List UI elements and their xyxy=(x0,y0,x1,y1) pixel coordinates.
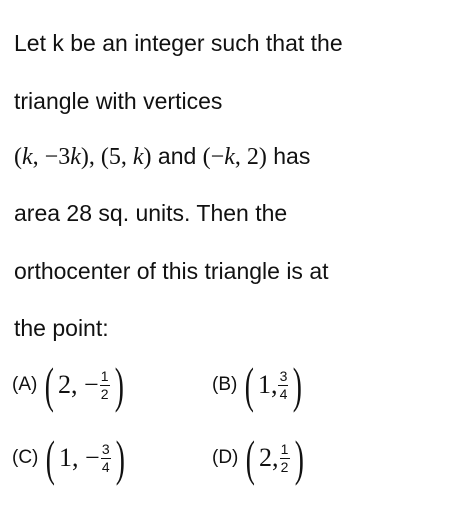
option-c-close-paren: ) xyxy=(115,430,125,486)
option-c-open-paren: ( xyxy=(46,430,56,486)
option-b-label: (B) xyxy=(212,374,238,395)
option-c-label: (C) xyxy=(12,447,39,468)
option-c[interactable] xyxy=(12,430,128,486)
option-b-lead: 1, xyxy=(257,370,278,399)
option-c-fraction: $\frac{3}{4}$ xyxy=(101,440,110,475)
question-line-6: the point: xyxy=(14,315,109,341)
option-d-fraction: $\frac{1}{2}$ xyxy=(280,440,289,475)
question-line-5: orthocenter of this triangle is at xyxy=(14,258,329,284)
option-a-lead: 2, − xyxy=(57,370,99,399)
option-d-close-paren: ) xyxy=(294,430,304,486)
option-d-label: (D) xyxy=(212,447,239,468)
vertex-3: (−k, 2) xyxy=(202,144,267,170)
vertex-2: (5, k) xyxy=(100,144,152,170)
and-word: and xyxy=(151,143,203,169)
option-b[interactable] xyxy=(212,357,306,413)
question-line-1: Let k be an integer such that the xyxy=(14,30,343,56)
option-b-open-paren: ( xyxy=(245,357,255,413)
has-word: has xyxy=(266,143,311,169)
option-a[interactable] xyxy=(12,357,127,413)
question-line-4: area 28 sq. units. Then the xyxy=(14,200,288,226)
option-a-open-paren: ( xyxy=(45,357,55,413)
option-b-close-paren: ) xyxy=(293,357,303,413)
option-a-close-paren: ) xyxy=(114,357,124,413)
option-b-fraction: $\frac{3}{4}$ xyxy=(279,367,288,402)
option-a-fraction: $\frac{1}{2}$ xyxy=(100,367,109,402)
vertex-1: (k, −3k), xyxy=(14,144,101,170)
question-line-3 xyxy=(14,141,310,172)
question-line-2: triangle with vertices xyxy=(14,88,223,114)
option-d[interactable] xyxy=(212,430,307,486)
option-c-lead: 1, − xyxy=(59,443,100,472)
option-d-lead: 2, xyxy=(259,443,279,472)
option-a-label: (A) xyxy=(12,374,38,395)
option-d-open-paren: ( xyxy=(246,430,256,486)
